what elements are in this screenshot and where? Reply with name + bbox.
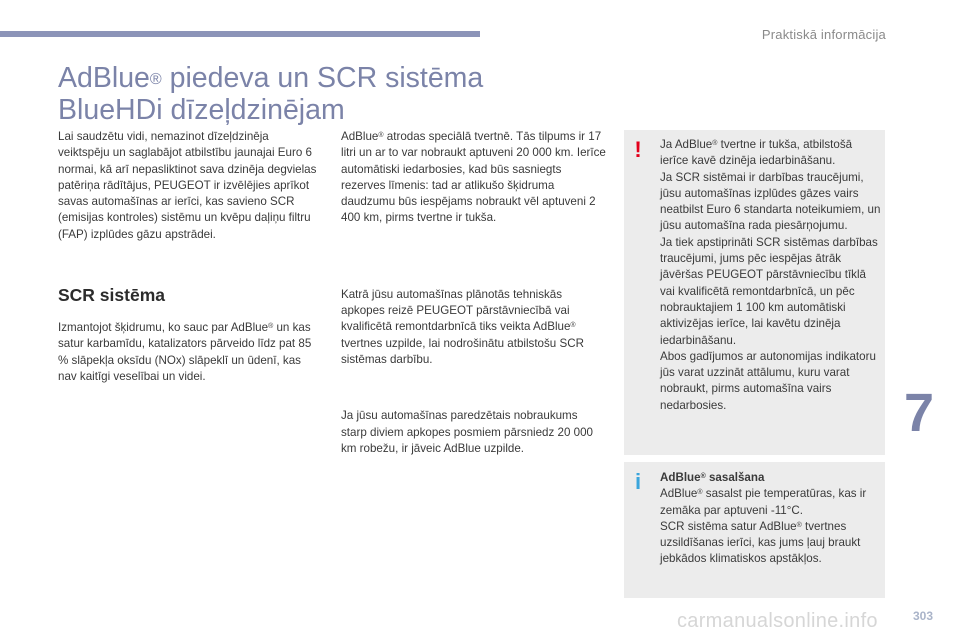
info-text: AdBlue® sasalšana AdBlue® sasalst pie temperatūras, kas ir zemāka par aptuveni -11°C. SCR sistēma satur AdBlue® tvertnes uzsildīšanas ierīci, kas jums ļauj braukt jebkādos klimatiskos apstākļos. (660, 470, 882, 568)
info-icon: i (634, 469, 642, 494)
service-paragraph: Katrā jūsu automašīnas plānotās tehniskās apkopes reizē PEUGEOT pārstāvniecībā vai kvalificētā remontdarbnīcā tiks veikta AdBlue® tvertnes uzpilde, lai nodrošinātu atbilstošu SCR sistēmas darbību. (341, 287, 584, 366)
header-accent-bar (0, 31, 480, 37)
warning-text: Ja AdBlue® tvertne ir tukša, atbilstošā ierīce kavē dzinēja iedarbināšanu. Ja SCR sistēmai ir darbības traucējumi, jūsu automašīnas izplūdes gāzes vairs neatbilst Euro 6 standarta noteikumiem, un jūsu automašīna rada piesārņojumu. Ja tiek apstiprināti SCR sistēmas darbības traucējumi, jums pēc iespējas ātrāk jāvēršas PEUGEOT pārstāvniecību tīklā vai kvalificētā remontdarbnīcā, un pēc nobrauktajiem 1 100 km automātiski aktivizējas ierīce, lai kavētu dzinēja iedarbināšanu. Abos gadījumos ar autonomijas indikatoru jūs varat uzzināt attālumu, kuru varat nobraukt, pirms automašīna vairs nedarbosies. (660, 138, 881, 412)
intro-paragraph: Lai saudzētu vidi, nemazinot dīzeļdzinēja veiktspēju un saglabājot atbilstību jaunajai Euro 6 normai, kā arī nepasliktinot sava dzinēja degvielas patēriņa rādītājus, PEUGEOT ir izvēlējies aprīkot savas automašīnas ar ierīci, kas savieno SCR (emisijas kontroles) sistēmu un kvēpu daļiņu filtru (FAP) izplūdes gāzu apstrādei. (58, 130, 317, 241)
info-box (624, 462, 885, 598)
registered-mark: ® (149, 71, 162, 88)
chapter-number: 7 (904, 383, 935, 443)
warning-icon: ! (634, 137, 642, 162)
page-title: AdBlue® piedeva un SCR sistēma BlueHDi dīzeļdzinējam (58, 62, 484, 126)
column-middle (341, 129, 606, 457)
scr-heading: SCR sistēma (58, 285, 165, 306)
warning-box (624, 130, 885, 455)
refill-paragraph: Ja jūsu automašīnas paredzētais nobraukums starp diviem apkopes posmiem pārsniedz 20 000 km robežu, ir jāveic AdBlue uzpilde. (341, 409, 593, 455)
scr-paragraph: Izmantojot šķidrumu, ko sauc par AdBlue® un kas satur karbamīdu, katalizators pārveido līdz pat 85 % slāpekļa oksīdu (NOx) slāpeklī un ūdenī, kas nav kaitīgi veselībai un videi. (58, 321, 312, 383)
page-number: 303 (913, 609, 934, 623)
info-title: AdBlue® sasalšana (660, 471, 765, 484)
tank-paragraph: AdBlue® atrodas speciālā tvertnē. Tās tilpums ir 17 litri un ar to var nobraukt aptuveni 20 000 km. Ierīce automātiski iedarbosies, kad būs sasniegts rezerves līmenis: tad ar atlikušo šķidruma daudzumu būs iespējams nobraukt vēl aptuveni 2 400 km, pirms tvertne ir tukša. (341, 130, 606, 225)
column-left (58, 129, 320, 385)
section-label: Praktiskā informācija (761, 27, 886, 42)
watermark: carmanualsonline.info (677, 610, 878, 632)
